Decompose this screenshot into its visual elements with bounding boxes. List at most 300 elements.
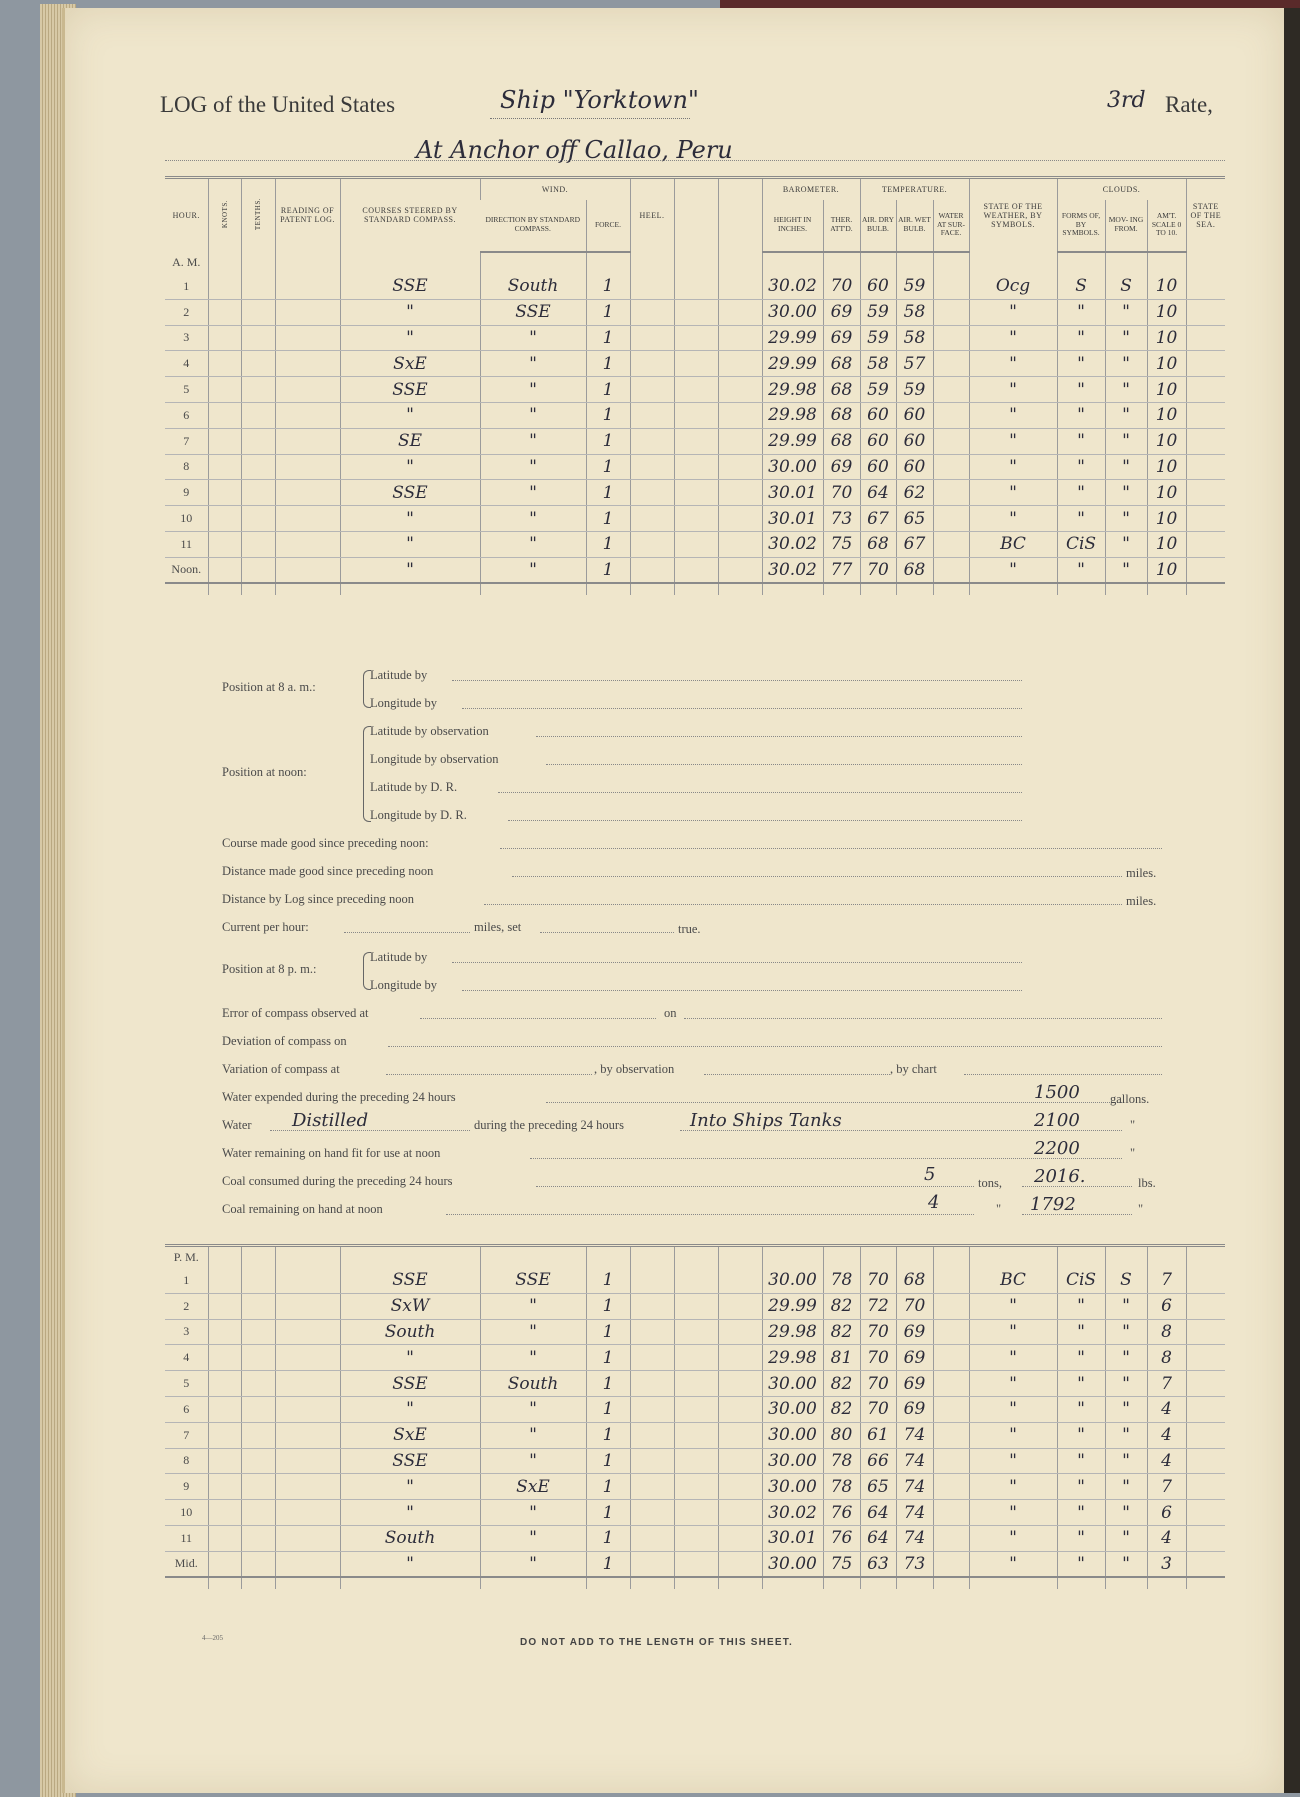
am-cell-empty[interactable] xyxy=(630,325,674,351)
pm-cell-empty[interactable] xyxy=(718,1500,762,1526)
am-cell-amount[interactable]: 10 xyxy=(1147,274,1186,300)
pm-cell-weather[interactable]: " xyxy=(969,1500,1057,1526)
pm-cell-empty[interactable] xyxy=(208,1345,241,1371)
am-cell-force[interactable]: 1 xyxy=(586,506,630,532)
pm-cell-empty[interactable] xyxy=(630,1268,674,1294)
am-cell-forms[interactable]: " xyxy=(1057,557,1105,583)
pm-cell-empty[interactable] xyxy=(275,1525,340,1551)
am-cell-weather[interactable]: " xyxy=(969,557,1057,583)
pm-cell-empty[interactable] xyxy=(630,1371,674,1397)
am-cell-forms[interactable]: " xyxy=(1057,377,1105,403)
pm-cell-force[interactable]: 1 xyxy=(586,1525,630,1551)
am-cell-dry[interactable]: 67 xyxy=(860,506,896,532)
am-cell-ther[interactable]: 69 xyxy=(823,325,860,351)
am-cell-forms[interactable]: " xyxy=(1057,325,1105,351)
am-cell-wet[interactable]: 65 xyxy=(896,506,933,532)
pm-cell-weather[interactable]: BC xyxy=(969,1268,1057,1294)
am-cell-amount[interactable]: 10 xyxy=(1147,506,1186,532)
pm-cell-amount[interactable]: 6 xyxy=(1147,1500,1186,1526)
am-cell-course[interactable]: " xyxy=(340,402,480,428)
pm-cell-forms[interactable]: " xyxy=(1057,1345,1105,1371)
pm-cell-wind-dir[interactable]: " xyxy=(480,1345,586,1371)
am-cell-empty[interactable] xyxy=(718,325,762,351)
pm-cell-empty[interactable] xyxy=(674,1319,718,1345)
am-cell-course[interactable]: " xyxy=(340,454,480,480)
pm-cell-forms[interactable]: " xyxy=(1057,1396,1105,1422)
pm-cell-amount[interactable]: 4 xyxy=(1147,1422,1186,1448)
pm-cell-empty[interactable] xyxy=(241,1500,275,1526)
am-cell-empty[interactable] xyxy=(1186,402,1225,428)
am-cell-ther[interactable]: 69 xyxy=(823,454,860,480)
pm-cell-empty[interactable] xyxy=(630,1319,674,1345)
pm-cell-empty[interactable] xyxy=(208,1422,241,1448)
pm-cell-empty[interactable] xyxy=(275,1293,340,1319)
am-cell-force[interactable]: 1 xyxy=(586,299,630,325)
am-cell-dry[interactable]: 59 xyxy=(860,299,896,325)
am-cell-forms[interactable]: " xyxy=(1057,454,1105,480)
am-cell-empty[interactable] xyxy=(674,531,718,557)
am-cell-empty[interactable] xyxy=(1186,480,1225,506)
pm-cell-amount[interactable]: 6 xyxy=(1147,1293,1186,1319)
pm-cell-wind-dir[interactable]: " xyxy=(480,1551,586,1577)
am-cell-amount[interactable]: 10 xyxy=(1147,402,1186,428)
pm-cell-amount[interactable]: 4 xyxy=(1147,1448,1186,1474)
pos8pm-lat-field[interactable] xyxy=(452,962,1022,963)
am-cell-empty[interactable] xyxy=(933,351,969,377)
pm-cell-empty[interactable] xyxy=(275,1474,340,1500)
am-cell-empty[interactable] xyxy=(674,480,718,506)
pm-cell-empty[interactable] xyxy=(933,1448,969,1474)
am-cell-weather[interactable]: " xyxy=(969,377,1057,403)
am-cell-empty[interactable] xyxy=(933,377,969,403)
pm-cell-empty[interactable] xyxy=(241,1551,275,1577)
pm-cell-baro[interactable]: 30.00 xyxy=(762,1422,823,1448)
am-cell-empty[interactable] xyxy=(630,351,674,377)
am-cell-empty[interactable] xyxy=(275,274,340,300)
am-cell-ther[interactable]: 68 xyxy=(823,428,860,454)
am-cell-empty[interactable] xyxy=(275,454,340,480)
pm-cell-moving[interactable]: " xyxy=(1105,1319,1147,1345)
pm-cell-wind-dir[interactable]: " xyxy=(480,1525,586,1551)
am-cell-wet[interactable]: 60 xyxy=(896,454,933,480)
am-cell-empty[interactable] xyxy=(718,506,762,532)
am-cell-ther[interactable]: 70 xyxy=(823,274,860,300)
pm-cell-empty[interactable] xyxy=(718,1525,762,1551)
am-cell-weather[interactable]: " xyxy=(969,506,1057,532)
am-cell-empty[interactable] xyxy=(674,325,718,351)
pm-cell-wind-dir[interactable]: SSE xyxy=(480,1268,586,1294)
am-cell-baro[interactable]: 29.98 xyxy=(762,377,823,403)
am-cell-amount[interactable]: 10 xyxy=(1147,351,1186,377)
am-cell-course[interactable]: SSE xyxy=(340,377,480,403)
am-cell-empty[interactable] xyxy=(674,428,718,454)
pm-cell-empty[interactable] xyxy=(674,1345,718,1371)
am-cell-empty[interactable] xyxy=(208,454,241,480)
pm-cell-forms[interactable]: " xyxy=(1057,1448,1105,1474)
am-cell-wind-dir[interactable]: " xyxy=(480,428,586,454)
error-compass-on-field[interactable] xyxy=(684,1018,1162,1019)
pm-cell-empty[interactable] xyxy=(275,1319,340,1345)
am-cell-empty[interactable] xyxy=(933,506,969,532)
am-cell-empty[interactable] xyxy=(630,274,674,300)
am-cell-wet[interactable]: 68 xyxy=(896,557,933,583)
error-compass-at-field[interactable] xyxy=(420,1018,656,1019)
pm-cell-empty[interactable] xyxy=(718,1422,762,1448)
am-cell-empty[interactable] xyxy=(674,351,718,377)
pm-cell-dry[interactable]: 64 xyxy=(860,1500,896,1526)
am-cell-ther[interactable]: 73 xyxy=(823,506,860,532)
am-cell-baro[interactable]: 30.02 xyxy=(762,557,823,583)
am-cell-amount[interactable]: 10 xyxy=(1147,325,1186,351)
pm-cell-empty[interactable] xyxy=(933,1422,969,1448)
am-cell-empty[interactable] xyxy=(275,557,340,583)
am-cell-empty[interactable] xyxy=(241,299,275,325)
deviation-field[interactable] xyxy=(388,1046,1162,1047)
am-cell-empty[interactable] xyxy=(208,325,241,351)
pm-cell-empty[interactable] xyxy=(1186,1319,1225,1345)
am-cell-dry[interactable]: 68 xyxy=(860,531,896,557)
pm-cell-weather[interactable]: " xyxy=(969,1345,1057,1371)
pm-cell-weather[interactable]: " xyxy=(969,1422,1057,1448)
am-cell-moving[interactable]: " xyxy=(1105,325,1147,351)
pm-cell-empty[interactable] xyxy=(718,1268,762,1294)
pm-cell-empty[interactable] xyxy=(241,1525,275,1551)
am-cell-wet[interactable]: 62 xyxy=(896,480,933,506)
pm-cell-course[interactable]: South xyxy=(340,1525,480,1551)
coal-consumed-tons-field[interactable] xyxy=(536,1186,974,1187)
pm-cell-baro[interactable]: 30.00 xyxy=(762,1268,823,1294)
pm-cell-empty[interactable] xyxy=(933,1500,969,1526)
am-cell-wind-dir[interactable]: " xyxy=(480,480,586,506)
am-cell-dry[interactable]: 60 xyxy=(860,274,896,300)
pm-cell-course[interactable]: SxE xyxy=(340,1422,480,1448)
am-cell-dry[interactable]: 60 xyxy=(860,428,896,454)
pm-cell-empty[interactable] xyxy=(933,1319,969,1345)
pm-cell-empty[interactable] xyxy=(1186,1474,1225,1500)
pm-cell-empty[interactable] xyxy=(1186,1551,1225,1577)
pm-cell-moving[interactable]: " xyxy=(1105,1422,1147,1448)
am-cell-weather[interactable]: " xyxy=(969,351,1057,377)
am-cell-wind-dir[interactable]: " xyxy=(480,557,586,583)
pm-cell-empty[interactable] xyxy=(241,1293,275,1319)
am-cell-empty[interactable] xyxy=(630,299,674,325)
am-cell-weather[interactable]: " xyxy=(969,454,1057,480)
pm-cell-wet[interactable]: 73 xyxy=(896,1551,933,1577)
pm-cell-empty[interactable] xyxy=(275,1448,340,1474)
pm-cell-empty[interactable] xyxy=(208,1551,241,1577)
am-cell-baro[interactable]: 29.99 xyxy=(762,351,823,377)
am-cell-empty[interactable] xyxy=(718,402,762,428)
pm-cell-weather[interactable]: " xyxy=(969,1293,1057,1319)
am-cell-empty[interactable] xyxy=(718,531,762,557)
pm-cell-wet[interactable]: 74 xyxy=(896,1448,933,1474)
pm-cell-baro[interactable]: 30.00 xyxy=(762,1448,823,1474)
am-cell-amount[interactable]: 10 xyxy=(1147,428,1186,454)
pm-cell-dry[interactable]: 72 xyxy=(860,1293,896,1319)
pm-cell-empty[interactable] xyxy=(208,1500,241,1526)
am-cell-dry[interactable]: 58 xyxy=(860,351,896,377)
pm-cell-course[interactable]: " xyxy=(340,1500,480,1526)
am-cell-force[interactable]: 1 xyxy=(586,351,630,377)
pm-cell-empty[interactable] xyxy=(1186,1293,1225,1319)
pm-cell-course[interactable]: " xyxy=(340,1474,480,1500)
pm-cell-amount[interactable]: 4 xyxy=(1147,1525,1186,1551)
am-cell-dry[interactable]: 60 xyxy=(860,454,896,480)
am-cell-empty[interactable] xyxy=(275,480,340,506)
am-cell-moving[interactable]: S xyxy=(1105,274,1147,300)
pm-cell-wet[interactable]: 69 xyxy=(896,1371,933,1397)
am-cell-wet[interactable]: 60 xyxy=(896,428,933,454)
am-cell-empty[interactable] xyxy=(1186,351,1225,377)
am-cell-ther[interactable]: 68 xyxy=(823,351,860,377)
pm-cell-dry[interactable]: 70 xyxy=(860,1268,896,1294)
pm-cell-wet[interactable]: 69 xyxy=(896,1345,933,1371)
pm-cell-ther[interactable]: 82 xyxy=(823,1371,860,1397)
pm-cell-ther[interactable]: 76 xyxy=(823,1500,860,1526)
pm-cell-empty[interactable] xyxy=(674,1396,718,1422)
am-cell-empty[interactable] xyxy=(208,531,241,557)
pm-cell-moving[interactable]: S xyxy=(1105,1268,1147,1294)
pm-cell-empty[interactable] xyxy=(275,1500,340,1526)
am-cell-empty[interactable] xyxy=(241,325,275,351)
am-cell-empty[interactable] xyxy=(1186,377,1225,403)
pm-cell-weather[interactable]: " xyxy=(969,1319,1057,1345)
am-cell-empty[interactable] xyxy=(275,377,340,403)
am-cell-ther[interactable]: 68 xyxy=(823,402,860,428)
pm-cell-weather[interactable]: " xyxy=(969,1551,1057,1577)
pm-cell-wet[interactable]: 74 xyxy=(896,1500,933,1526)
am-cell-ther[interactable]: 68 xyxy=(823,377,860,403)
am-cell-empty[interactable] xyxy=(241,402,275,428)
variation-at-field[interactable] xyxy=(386,1074,592,1075)
am-cell-dry[interactable]: 64 xyxy=(860,480,896,506)
am-cell-wind-dir[interactable]: " xyxy=(480,325,586,351)
am-cell-baro[interactable]: 30.02 xyxy=(762,274,823,300)
am-cell-forms[interactable]: " xyxy=(1057,299,1105,325)
am-cell-course[interactable]: " xyxy=(340,557,480,583)
am-cell-course[interactable]: " xyxy=(340,325,480,351)
pm-cell-forms[interactable]: " xyxy=(1057,1525,1105,1551)
pm-cell-empty[interactable] xyxy=(718,1551,762,1577)
pm-cell-weather[interactable]: " xyxy=(969,1448,1057,1474)
pm-cell-empty[interactable] xyxy=(1186,1448,1225,1474)
pm-cell-wet[interactable]: 68 xyxy=(896,1268,933,1294)
pm-cell-empty[interactable] xyxy=(718,1319,762,1345)
am-cell-empty[interactable] xyxy=(1186,274,1225,300)
pm-cell-empty[interactable] xyxy=(1186,1396,1225,1422)
pos8pm-lon-field[interactable] xyxy=(462,990,1022,991)
pm-cell-wind-dir[interactable]: South xyxy=(480,1371,586,1397)
pm-cell-empty[interactable] xyxy=(241,1422,275,1448)
pm-cell-empty[interactable] xyxy=(933,1551,969,1577)
am-cell-moving[interactable]: " xyxy=(1105,351,1147,377)
pm-cell-weather[interactable]: " xyxy=(969,1525,1057,1551)
pm-cell-empty[interactable] xyxy=(674,1371,718,1397)
am-cell-empty[interactable] xyxy=(630,402,674,428)
am-cell-dry[interactable]: 60 xyxy=(860,402,896,428)
am-cell-force[interactable]: 1 xyxy=(586,325,630,351)
pm-cell-moving[interactable]: " xyxy=(1105,1474,1147,1500)
am-cell-empty[interactable] xyxy=(208,299,241,325)
pm-cell-empty[interactable] xyxy=(208,1319,241,1345)
am-cell-empty[interactable] xyxy=(241,428,275,454)
am-cell-force[interactable]: 1 xyxy=(586,531,630,557)
pm-cell-empty[interactable] xyxy=(718,1396,762,1422)
pm-cell-dry[interactable]: 65 xyxy=(860,1474,896,1500)
am-cell-empty[interactable] xyxy=(1186,506,1225,532)
pm-cell-course[interactable]: " xyxy=(340,1345,480,1371)
am-cell-empty[interactable] xyxy=(630,506,674,532)
pm-cell-empty[interactable] xyxy=(1186,1500,1225,1526)
pm-cell-empty[interactable] xyxy=(208,1396,241,1422)
am-cell-baro[interactable]: 30.02 xyxy=(762,531,823,557)
pm-cell-course[interactable]: SSE xyxy=(340,1268,480,1294)
pm-cell-empty[interactable] xyxy=(208,1371,241,1397)
pm-cell-dry[interactable]: 70 xyxy=(860,1371,896,1397)
am-cell-amount[interactable]: 10 xyxy=(1147,557,1186,583)
pm-cell-ther[interactable]: 78 xyxy=(823,1268,860,1294)
pm-cell-empty[interactable] xyxy=(630,1500,674,1526)
am-cell-wind-dir[interactable]: " xyxy=(480,454,586,480)
pm-cell-amount[interactable]: 8 xyxy=(1147,1345,1186,1371)
am-cell-empty[interactable] xyxy=(208,428,241,454)
pm-cell-empty[interactable] xyxy=(241,1474,275,1500)
pm-cell-empty[interactable] xyxy=(208,1293,241,1319)
am-cell-empty[interactable] xyxy=(275,428,340,454)
pm-cell-dry[interactable]: 70 xyxy=(860,1345,896,1371)
pm-cell-course[interactable]: SxW xyxy=(340,1293,480,1319)
am-cell-empty[interactable] xyxy=(933,428,969,454)
am-cell-empty[interactable] xyxy=(275,325,340,351)
am-cell-ther[interactable]: 75 xyxy=(823,531,860,557)
pm-cell-forms[interactable]: " xyxy=(1057,1551,1105,1577)
am-cell-moving[interactable]: " xyxy=(1105,299,1147,325)
pm-cell-empty[interactable] xyxy=(674,1422,718,1448)
am-cell-forms[interactable]: CiS xyxy=(1057,531,1105,557)
pm-cell-wind-dir[interactable]: SxE xyxy=(480,1474,586,1500)
pm-cell-baro[interactable]: 29.99 xyxy=(762,1293,823,1319)
am-cell-baro[interactable]: 30.00 xyxy=(762,299,823,325)
pm-cell-forms[interactable]: " xyxy=(1057,1319,1105,1345)
am-cell-empty[interactable] xyxy=(241,531,275,557)
pm-cell-empty[interactable] xyxy=(718,1371,762,1397)
am-cell-moving[interactable]: " xyxy=(1105,402,1147,428)
am-cell-empty[interactable] xyxy=(933,325,969,351)
am-cell-course[interactable]: SSE xyxy=(340,274,480,300)
am-cell-empty[interactable] xyxy=(275,531,340,557)
pm-cell-empty[interactable] xyxy=(208,1474,241,1500)
pm-cell-empty[interactable] xyxy=(241,1371,275,1397)
pm-cell-wet[interactable]: 69 xyxy=(896,1319,933,1345)
pm-cell-empty[interactable] xyxy=(630,1525,674,1551)
coal-remaining-tons-field[interactable] xyxy=(446,1214,974,1215)
am-cell-empty[interactable] xyxy=(275,506,340,532)
pm-cell-empty[interactable] xyxy=(630,1345,674,1371)
am-cell-empty[interactable] xyxy=(933,274,969,300)
am-cell-weather[interactable]: BC xyxy=(969,531,1057,557)
pm-cell-amount[interactable]: 3 xyxy=(1147,1551,1186,1577)
pm-cell-ther[interactable]: 76 xyxy=(823,1525,860,1551)
pm-cell-empty[interactable] xyxy=(718,1293,762,1319)
pm-cell-wind-dir[interactable]: " xyxy=(480,1500,586,1526)
am-cell-amount[interactable]: 10 xyxy=(1147,377,1186,403)
pm-cell-empty[interactable] xyxy=(933,1396,969,1422)
pm-cell-amount[interactable]: 7 xyxy=(1147,1268,1186,1294)
variation-chart-field[interactable] xyxy=(964,1074,1162,1075)
pm-cell-empty[interactable] xyxy=(933,1474,969,1500)
am-cell-empty[interactable] xyxy=(933,531,969,557)
pm-cell-empty[interactable] xyxy=(718,1345,762,1371)
pm-cell-baro[interactable]: 30.01 xyxy=(762,1525,823,1551)
pm-cell-ther[interactable]: 80 xyxy=(823,1422,860,1448)
pm-cell-empty[interactable] xyxy=(674,1448,718,1474)
am-cell-empty[interactable] xyxy=(630,531,674,557)
pm-cell-weather[interactable]: " xyxy=(969,1396,1057,1422)
am-cell-empty[interactable] xyxy=(674,454,718,480)
pm-cell-force[interactable]: 1 xyxy=(586,1448,630,1474)
am-cell-wet[interactable]: 59 xyxy=(896,377,933,403)
am-cell-wet[interactable]: 58 xyxy=(896,325,933,351)
pm-cell-empty[interactable] xyxy=(630,1551,674,1577)
pm-cell-baro[interactable]: 29.98 xyxy=(762,1345,823,1371)
pm-cell-force[interactable]: 1 xyxy=(586,1474,630,1500)
pm-cell-dry[interactable]: 70 xyxy=(860,1396,896,1422)
pm-cell-force[interactable]: 1 xyxy=(586,1396,630,1422)
am-cell-empty[interactable] xyxy=(674,377,718,403)
pm-cell-wet[interactable]: 70 xyxy=(896,1293,933,1319)
am-cell-moving[interactable]: " xyxy=(1105,531,1147,557)
am-cell-wind-dir[interactable]: South xyxy=(480,274,586,300)
am-cell-empty[interactable] xyxy=(1186,428,1225,454)
am-cell-amount[interactable]: 10 xyxy=(1147,454,1186,480)
am-cell-baro[interactable]: 29.98 xyxy=(762,402,823,428)
pm-cell-dry[interactable]: 61 xyxy=(860,1422,896,1448)
pm-cell-empty[interactable] xyxy=(241,1396,275,1422)
pm-cell-wind-dir[interactable]: " xyxy=(480,1293,586,1319)
am-cell-weather[interactable]: " xyxy=(969,325,1057,351)
am-cell-wind-dir[interactable]: " xyxy=(480,531,586,557)
am-cell-amount[interactable]: 10 xyxy=(1147,299,1186,325)
am-cell-wet[interactable]: 67 xyxy=(896,531,933,557)
pm-cell-dry[interactable]: 64 xyxy=(860,1525,896,1551)
pm-cell-empty[interactable] xyxy=(275,1396,340,1422)
am-cell-forms[interactable]: " xyxy=(1057,480,1105,506)
pm-cell-moving[interactable]: " xyxy=(1105,1293,1147,1319)
am-cell-course[interactable]: " xyxy=(340,299,480,325)
am-cell-force[interactable]: 1 xyxy=(586,377,630,403)
am-cell-ther[interactable]: 69 xyxy=(823,299,860,325)
am-cell-weather[interactable]: " xyxy=(969,402,1057,428)
pm-cell-amount[interactable]: 7 xyxy=(1147,1474,1186,1500)
pm-cell-amount[interactable]: 7 xyxy=(1147,1371,1186,1397)
am-cell-empty[interactable] xyxy=(1186,557,1225,583)
am-cell-baro[interactable]: 29.99 xyxy=(762,428,823,454)
am-cell-empty[interactable] xyxy=(718,428,762,454)
am-cell-empty[interactable] xyxy=(718,480,762,506)
pm-cell-moving[interactable]: " xyxy=(1105,1371,1147,1397)
am-cell-force[interactable]: 1 xyxy=(586,428,630,454)
pm-cell-empty[interactable] xyxy=(241,1448,275,1474)
am-cell-wet[interactable]: 59 xyxy=(896,274,933,300)
am-cell-empty[interactable] xyxy=(208,506,241,532)
pm-cell-weather[interactable]: " xyxy=(969,1371,1057,1397)
am-cell-empty[interactable] xyxy=(674,299,718,325)
am-cell-dry[interactable]: 70 xyxy=(860,557,896,583)
pm-cell-dry[interactable]: 63 xyxy=(860,1551,896,1577)
am-cell-weather[interactable]: Ocg xyxy=(969,274,1057,300)
pm-cell-wet[interactable]: 74 xyxy=(896,1525,933,1551)
am-cell-moving[interactable]: " xyxy=(1105,557,1147,583)
